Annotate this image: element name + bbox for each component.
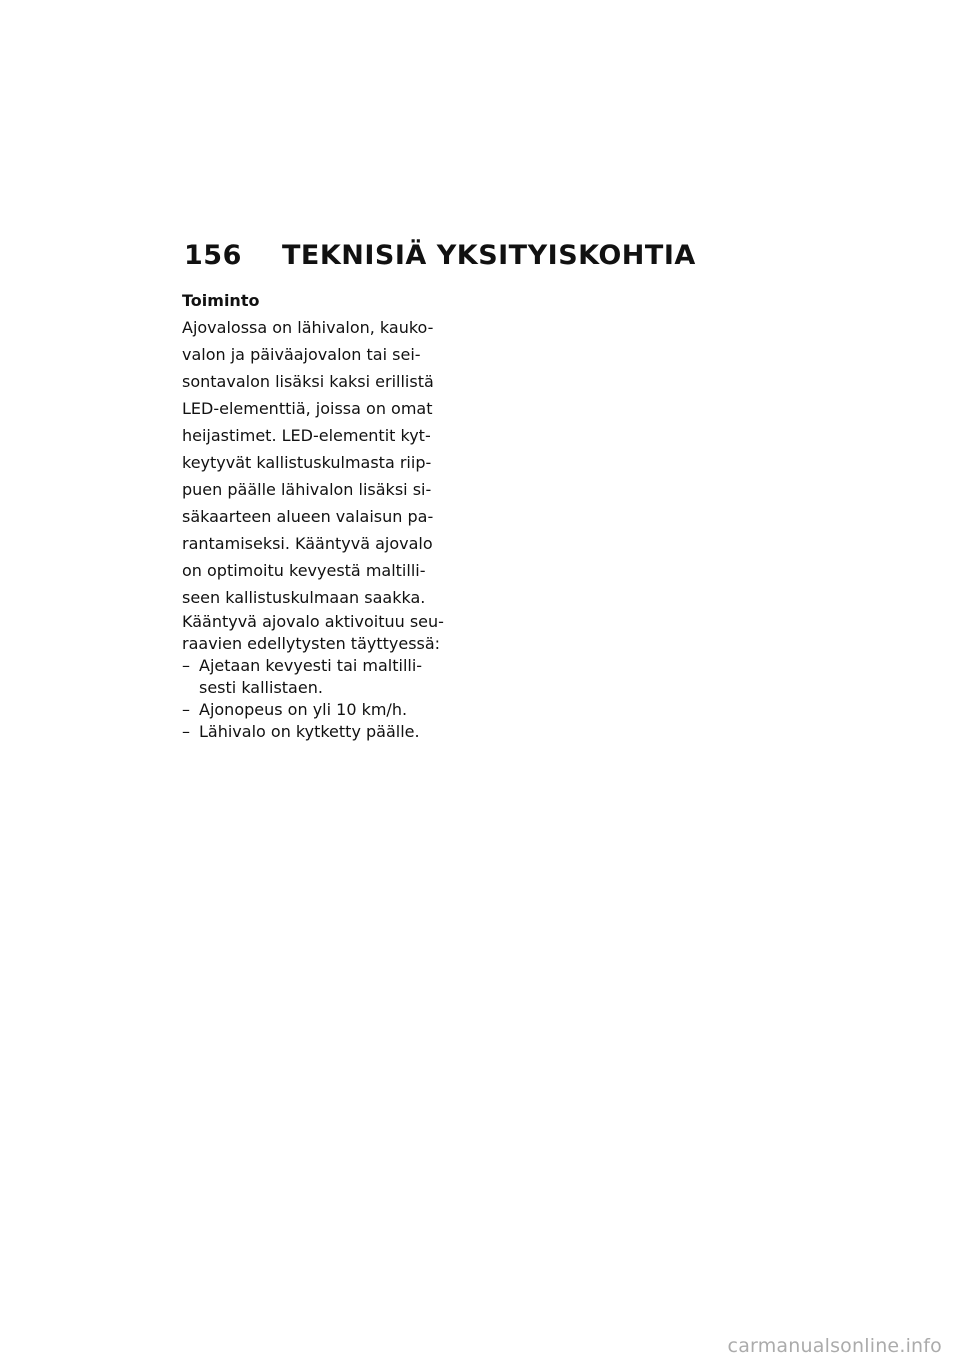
conditions-line: raavien edellytysten täyttyessä: <box>182 634 441 653</box>
section-paragraph <box>182 314 457 611</box>
section-content <box>182 290 457 743</box>
list-dash: – <box>182 700 190 719</box>
section-heading: Toiminto <box>182 291 260 310</box>
paragraph-line: seen kallistuskulmaan saakka. <box>182 588 426 607</box>
paragraph-line: LED-elementtiä, joissa on omat <box>182 399 433 418</box>
conditions-line: Kääntyvä ajovalo aktivoituu seu- <box>182 612 444 631</box>
conditions-intro <box>182 611 457 655</box>
list-item-line: sesti kallistaen. <box>199 678 323 697</box>
page-header <box>184 240 696 271</box>
paragraph-line: heijastimet. LED-elementit kyt- <box>182 426 431 445</box>
watermark-text: carmanualsonline.info <box>727 1335 942 1357</box>
paragraph-line: puen päälle lähivalon lisäksi si- <box>182 480 432 499</box>
list-item-line: Ajetaan kevyesti tai maltilli- <box>199 656 423 675</box>
list-item-line: Lähivalo on kytketty päälle. <box>199 722 420 741</box>
list-dash: – <box>182 722 190 741</box>
paragraph-line: valon ja päiväajovalon tai sei- <box>182 345 421 364</box>
list-item <box>182 721 457 743</box>
list-item <box>182 655 457 699</box>
conditions-list <box>182 655 457 743</box>
list-dash: – <box>182 656 190 675</box>
paragraph-line: keytyvät kallistuskulmasta riip- <box>182 453 432 472</box>
page-title: TEKNISIÄ YKSITYISKOHTIA <box>282 240 696 271</box>
paragraph-line: sontavalon lisäksi kaksi erillistä <box>182 372 434 391</box>
paragraph-line: rantamiseksi. Kääntyvä ajovalo <box>182 534 433 553</box>
paragraph-line: säkaarteen alueen valaisun pa- <box>182 507 434 526</box>
list-item-line: Ajonopeus on yli 10 km/h. <box>199 700 408 719</box>
paragraph-line: Ajovalossa on lähivalon, kauko- <box>182 318 434 337</box>
paragraph-line: on optimoitu kevyestä maltilli- <box>182 561 426 580</box>
page-number: 156 <box>184 240 242 271</box>
list-item <box>182 699 457 721</box>
